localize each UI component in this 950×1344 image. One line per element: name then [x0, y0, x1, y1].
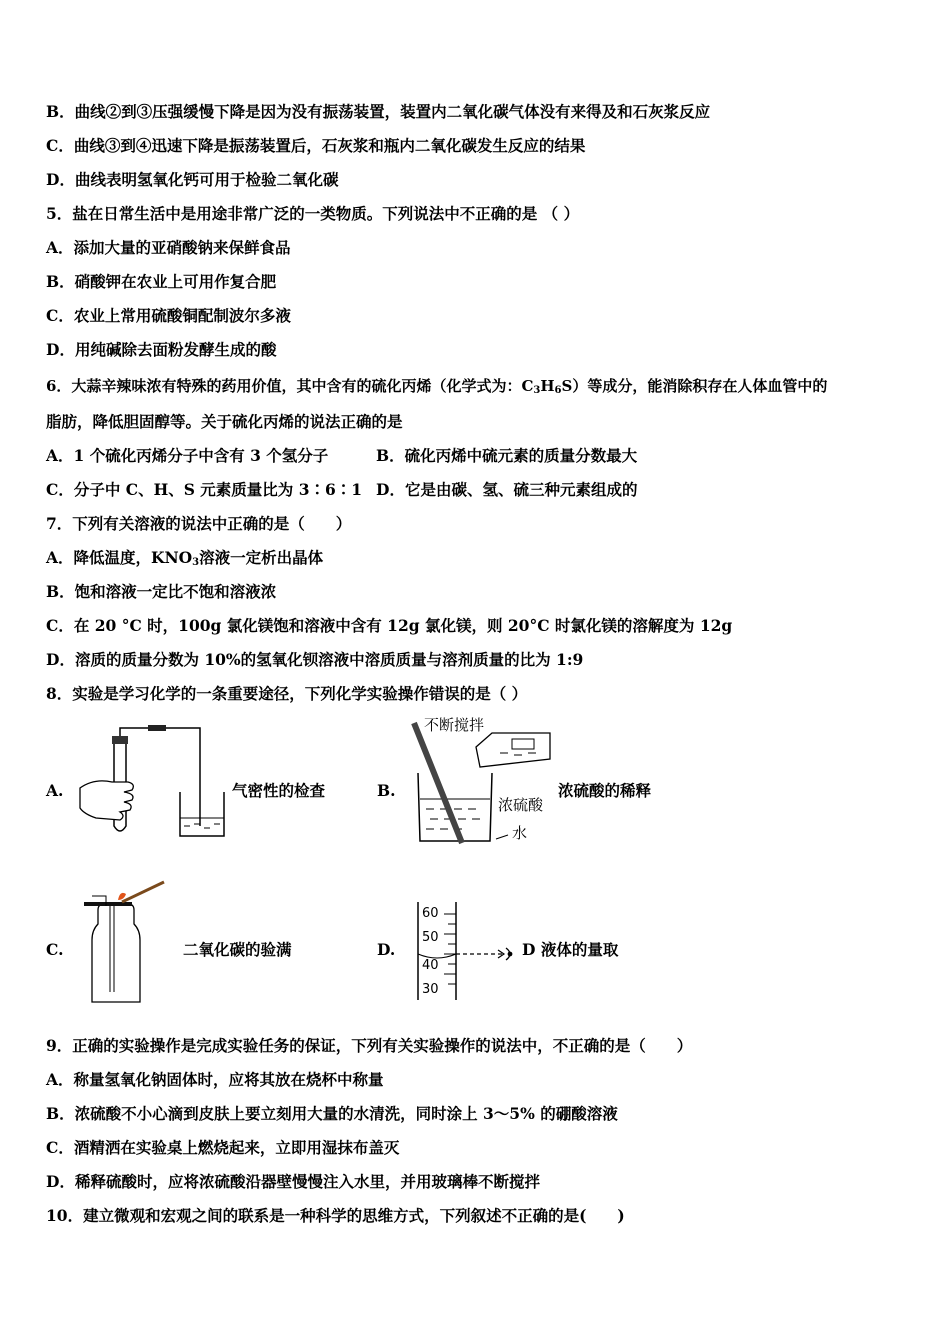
q9-option-c: C．酒精洒在实验桌上燃烧起来，立即用湿抹布盖灭 — [46, 1138, 400, 1157]
q6-option-a: A．1 个硫化丙烯分子中含有 3 个氢分子 — [46, 446, 329, 465]
cylinder-tick-60: 60 — [422, 906, 439, 921]
q7-option-b: B．饱和溶液一定比不饱和溶液浓 — [46, 582, 277, 601]
q8-a-caption: 气密性的检查 — [232, 781, 326, 800]
fig-label-stir: 不断搅拌 — [424, 716, 485, 734]
q7-stem: 7．下列有关溶液的说法中正确的是（ ） — [46, 514, 352, 533]
q4-option-d: D．曲线表明氢氧化钙可用于检验二氧化碳 — [46, 170, 339, 189]
cylinder-tick-40: 40 — [422, 958, 439, 973]
q5-stem: 5．盐在日常生活中是用途非常广泛的一类物质。下列说法中不正确的是 （ ） — [46, 204, 580, 223]
q7a-sub: 3 — [192, 557, 200, 568]
q8-b-caption: 浓硫酸的稀释 — [558, 781, 652, 800]
q6-stem — [46, 376, 827, 396]
q9-stem: 9．正确的实验操作是完成实验任务的保证，下列有关实验操作的说法中，不正确的是（ ） — [46, 1036, 693, 1055]
q6-option-c: C．分子中 C、H、S 元素质量比为 3∶6∶1 — [46, 480, 363, 499]
q4-option-b: B．曲线②到③压强缓慢下降是因为没有振荡装置，装置内二氧化碳气体没有来得及和石灰浆反应 — [46, 102, 711, 121]
cylinder-tick-30: 30 — [422, 982, 439, 997]
q9-option-a: A．称量氢氧化钠固体时，应将其放在烧杯中称量 — [46, 1070, 384, 1089]
q8-d-caption: D 液体的量取 — [522, 940, 619, 959]
q8-a-label: A. — [46, 781, 64, 800]
q6-stem-post: S）等成分，能消除积存在人体血管中的 — [561, 377, 828, 395]
q6-stem-h: H — [540, 377, 555, 395]
fig-label-acid: 浓硫酸 — [498, 796, 544, 814]
q5-option-a: A．添加大量的亚硝酸钠来保鲜食品 — [46, 238, 291, 257]
q6-stem-line2: 脂肪，降低胆固醇等。关于硫化丙烯的说法正确的是 — [46, 412, 403, 431]
q7a-post: 溶液一定析出晶体 — [199, 548, 324, 567]
fig-label-water: 水 — [512, 824, 528, 842]
q7-option-a — [46, 548, 323, 568]
q6-sub-h: 6 — [554, 385, 562, 396]
q7-option-c: C．在 20 °C 时，100g 氯化镁饱和溶液中含有 12g 氯化镁，则 20°C 时氯化镁的溶解度为 12g — [46, 616, 733, 635]
airtightness-check-figure — [76, 722, 236, 842]
q4-option-c: C．曲线③到④迅速下降是振荡装置后，石灰浆和瓶内二氧化碳发生反应的结果 — [46, 136, 586, 155]
co2-check-figure — [78, 880, 178, 1006]
q8-c-label: C. — [46, 940, 64, 959]
q7-option-d: D．溶质的质量分数为 10%的氢氧化钡溶液中溶质质量与溶剂质量的比为 1:9 — [46, 650, 584, 669]
q8-stem: 8．实验是学习化学的一条重要途径，下列化学实验操作错误的是（ ） — [46, 684, 528, 703]
q5-option-d: D．用纯碱除去面粉发酵生成的酸 — [46, 340, 277, 359]
q6-option-d: D．它是由碳、氢、硫三种元素组成的 — [376, 480, 638, 499]
q6-option-b: B．硫化丙烯中硫元素的质量分数最大 — [376, 446, 638, 465]
q10-stem: 10．建立微观和宏观之间的联系是一种科学的思维方式，下列叙述不正确的是( ) — [46, 1206, 625, 1225]
q8-d-label: D. — [377, 940, 396, 959]
q8-c-caption: 二氧化碳的验满 — [183, 940, 292, 959]
q5-option-c: C．农业上常用硫酸铜配制波尔多液 — [46, 306, 291, 325]
q9-option-d: D．稀释硫酸时，应将浓硫酸沿器壁慢慢注入水里，并用玻璃棒不断搅拌 — [46, 1172, 540, 1191]
q6-sub-c: 3 — [533, 385, 541, 396]
q7a-pre: A．降低温度，KNO — [46, 548, 193, 567]
acid-dilution-figure — [408, 715, 558, 850]
q5-option-b: B．硝酸钾在农业上可用作复合肥 — [46, 272, 277, 291]
q9-option-b: B．浓硫酸不小心滴到皮肤上要立刻用大量的水清洗，同时涂上 3～5% 的硼酸溶液 — [46, 1104, 618, 1123]
cylinder-tick-50: 50 — [422, 930, 439, 945]
q6-stem-pre: 6．大蒜辛辣味浓有特殊的药用价值，其中含有的硫化丙烯（化学式为：C — [46, 377, 534, 395]
q8-b-label: B. — [377, 781, 396, 800]
graduated-cylinder-figure — [414, 900, 520, 1004]
